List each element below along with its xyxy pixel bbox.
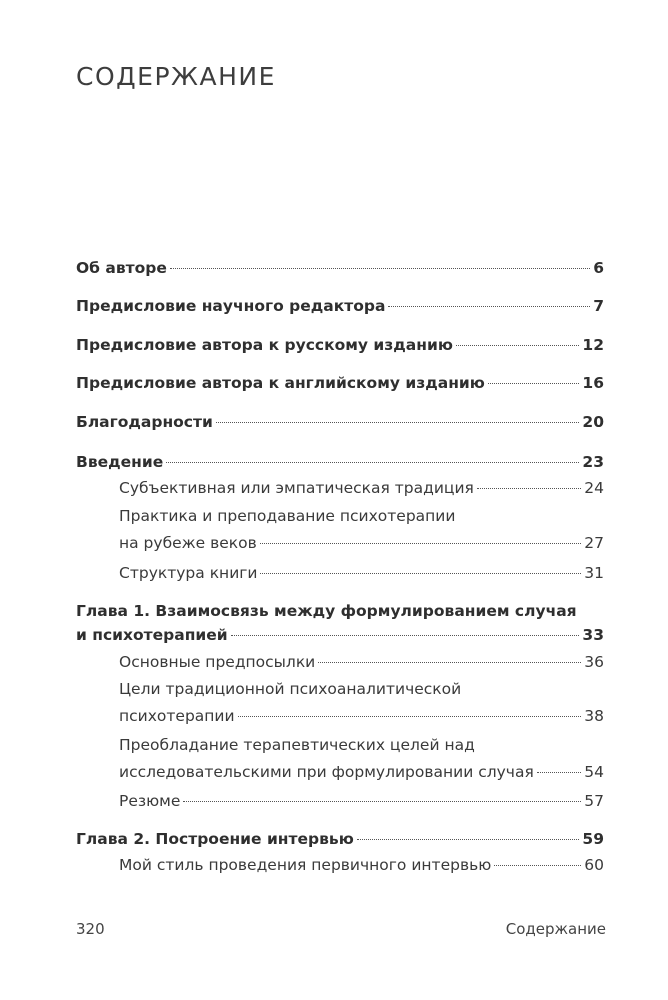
toc-entry[interactable] <box>76 827 604 851</box>
toc-entry[interactable] <box>76 450 604 474</box>
toc-entry-title: Предисловие автора к русскому изданию <box>76 336 453 354</box>
toc-entry-title: Об авторе <box>76 259 167 277</box>
toc-subentry[interactable] <box>119 853 604 877</box>
toc-subentry[interactable] <box>119 504 604 555</box>
toc-entry-page: 59 <box>582 830 604 848</box>
toc-entry[interactable] <box>76 599 604 647</box>
dot-leader <box>216 422 580 423</box>
toc-entry[interactable] <box>76 256 604 280</box>
dot-leader <box>170 268 590 269</box>
toc-entry-title-line1: Цели традиционной психоаналитической <box>119 680 462 698</box>
toc-entry-page: 31 <box>584 564 604 582</box>
toc-entry-title: исследовательскими при формулировании случая <box>119 763 534 781</box>
dot-leader <box>537 772 581 773</box>
toc-subentry[interactable] <box>119 733 604 784</box>
toc-entry-page: 60 <box>584 856 604 874</box>
dot-leader <box>260 573 581 574</box>
footer-running-title: Содержание <box>505 920 606 938</box>
toc-entry[interactable] <box>76 371 604 395</box>
toc-entry-title: Резюме <box>119 792 181 810</box>
dot-leader <box>494 865 581 866</box>
toc-subentry[interactable] <box>119 677 604 728</box>
toc-entry-page: 16 <box>582 374 604 392</box>
dot-leader <box>488 383 580 384</box>
toc-subentry[interactable] <box>119 476 604 500</box>
dot-leader <box>183 801 581 802</box>
toc-entry-title: Благодарности <box>76 413 213 431</box>
toc-entry-title: на рубеже веков <box>119 534 257 552</box>
toc-entry-page: 23 <box>582 453 604 471</box>
dot-leader <box>456 345 580 346</box>
toc-entry[interactable] <box>76 294 604 318</box>
dot-leader <box>477 488 581 489</box>
toc-entry-page: 24 <box>584 479 604 497</box>
toc-entry-page: 33 <box>582 626 604 644</box>
toc-entry-title: Основные предпосылки <box>119 653 316 671</box>
dot-leader <box>260 543 582 544</box>
footer-page-number: 320 <box>76 920 105 938</box>
toc-entry-page: 54 <box>584 763 604 781</box>
toc-entry-title-line1: Практика и преподавание психотерапии <box>119 507 456 525</box>
toc-entry-title: Субъективная или эмпатическая традиция <box>119 479 474 497</box>
toc-entry-title: Предисловие автора к английскому изданию <box>76 374 485 392</box>
toc-entry-title: Глава 2. Построение интервью <box>76 830 354 848</box>
toc-entry-page: 7 <box>593 297 604 315</box>
toc-entry-title: психотерапии <box>119 707 235 725</box>
dot-leader <box>357 839 580 840</box>
page-title: СОДЕРЖАНИЕ <box>76 62 276 91</box>
dot-leader <box>318 662 581 663</box>
dot-leader <box>388 306 590 307</box>
toc-entry-title: Введение <box>76 453 164 471</box>
toc-entry-page: 57 <box>584 792 604 810</box>
dot-leader <box>231 635 580 636</box>
toc-entry-title: Предисловие научного редактора <box>76 297 386 315</box>
toc-entry-page: 6 <box>593 259 604 277</box>
toc-entry-title: и психотерапией <box>76 626 228 644</box>
toc-entry[interactable] <box>76 410 604 434</box>
toc-entry[interactable] <box>76 333 604 357</box>
toc-entry-title-line1: Глава 1. Взаимосвязь между формулированием случая <box>76 602 577 620</box>
toc-entry-title-line1: Преобладание терапевтических целей над <box>119 736 475 754</box>
dot-leader <box>238 716 582 717</box>
toc-entry-page: 12 <box>582 336 604 354</box>
toc-entry-page: 36 <box>584 653 604 671</box>
toc-entry-title: Мой стиль проведения первичного интервью <box>119 856 492 874</box>
dot-leader <box>166 462 579 463</box>
toc-entry-page: 27 <box>584 534 604 552</box>
toc-entry-page: 20 <box>582 413 604 431</box>
toc-entry-page: 38 <box>584 707 604 725</box>
toc-entry-title: Структура книги <box>119 564 258 582</box>
toc-subentry[interactable] <box>119 650 604 674</box>
toc-subentry[interactable] <box>119 789 604 813</box>
toc-subentry[interactable] <box>119 561 604 585</box>
